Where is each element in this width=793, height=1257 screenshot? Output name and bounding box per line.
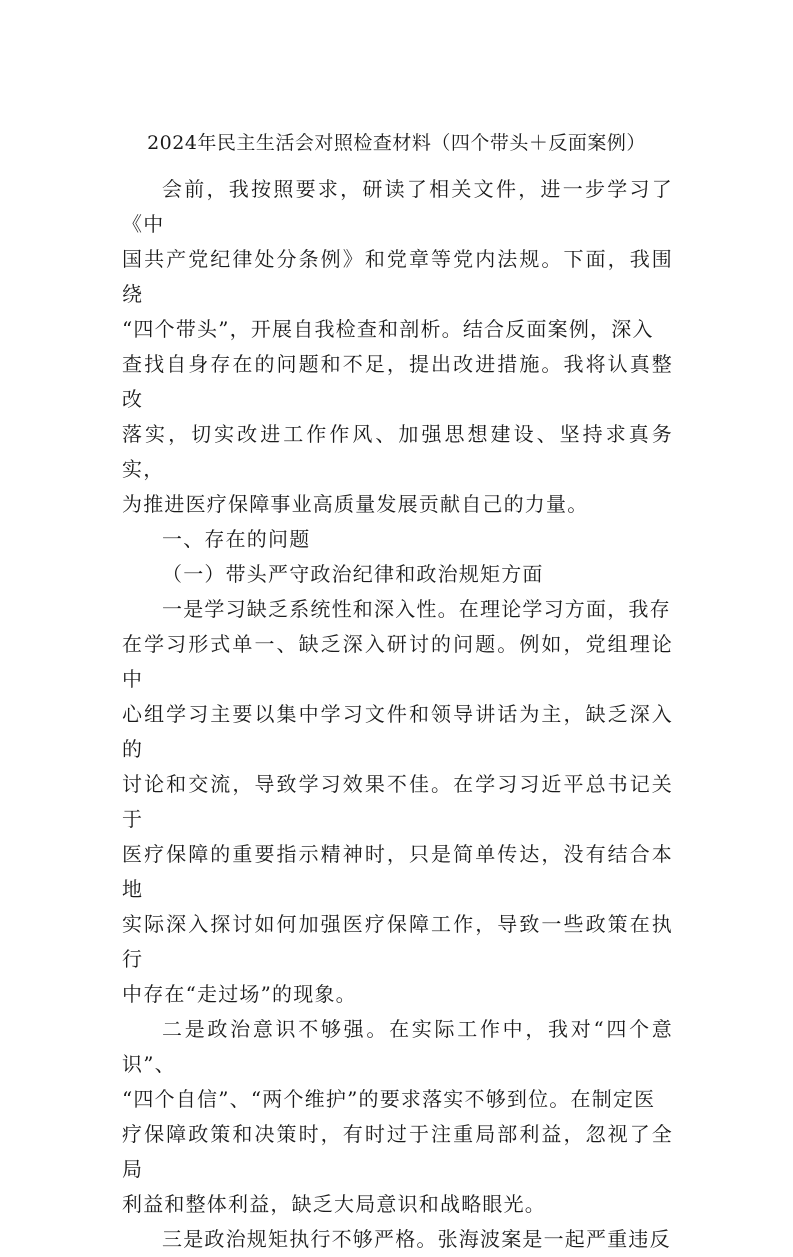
paragraph-point-three: 三是政治规矩执行不够严格。张海波案是一起严重违反 [162, 1227, 671, 1251]
paragraph-point-two: 二是政治意识不够强。在实际工作中，我对“四个意识”、 “四个自信”、“两个维护”的要求落实不够到位。在制定医 疗保障政策和决策时，有时过于注重局部利益，忽视了全局 利益和整体利益，缺乏大局意识和战略眼光。 [122, 1017, 673, 1216]
document-title: 2024年民主生活会对照检查材料（四个带头＋反面案例） [147, 132, 646, 154]
paragraph-intro: 会前，我按照要求，研读了相关文件，进一步学习了《中 国共产党纪律处分条例》和党章等党内法规。下面，我围绕 “四个带头”，开展自我检查和剖析。结合反面案例，深入 查找自身存在的问题和不足，提出改进措施。我将认真整改 落实，切实改进工作作风、加强思想建设、坚持求真务实， 为推进医疗保障事业高质量发展贡献自己的力量。 [122, 177, 673, 516]
section-heading-problems: 一、存在的问题 [162, 527, 311, 551]
document-body [122, 172, 673, 1257]
subsection-heading-political-discipline: （一）带头严守政治纪律和政治规矩方面 [162, 562, 544, 586]
paragraph-point-one: 一是学习缺乏系统性和深入性。在理论学习方面，我存 在学习形式单一、缺乏深入研讨的问题。例如，党组理论中 心组学习主要以集中学习文件和领导讲话为主，缺乏深入的 讨论和交流，导致学习效果不佳。在学习习近平总书记关于 医疗保障的重要指示精神时，只是简单传达，没有结合本地 实际深入探讨如何加强医疗保障工作，导致一些政策在执行 中存在“走过场”的现象。 [122, 597, 673, 1006]
